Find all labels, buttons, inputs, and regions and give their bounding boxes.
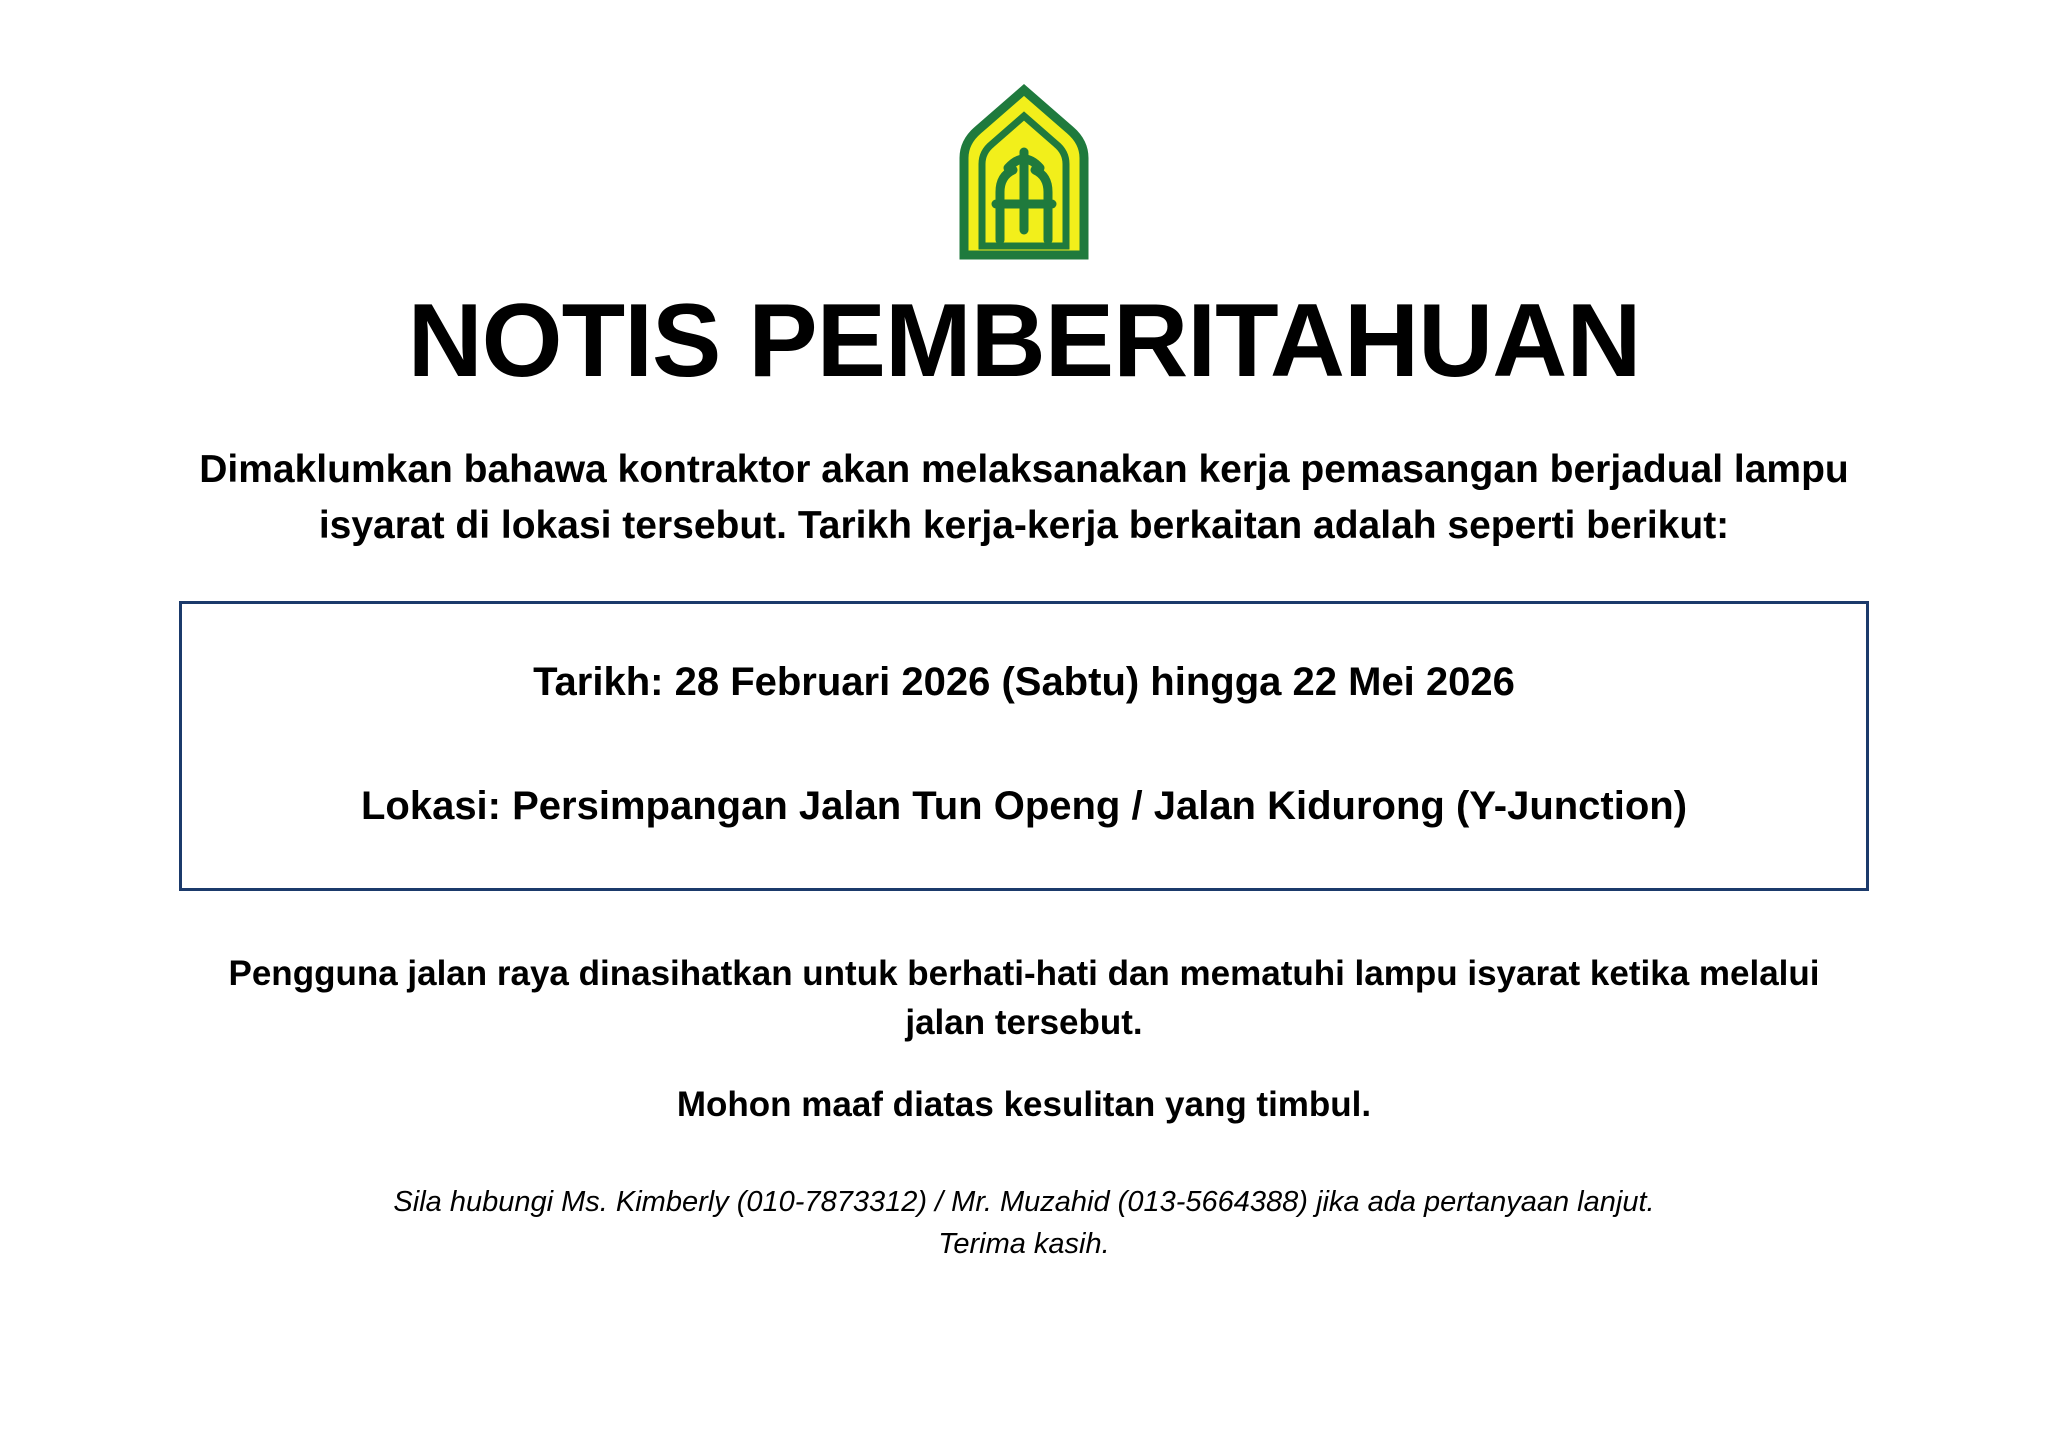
logo-container — [934, 80, 1114, 265]
page-title: NOTIS PEMBERITAHUAN — [407, 283, 1641, 399]
majlis-crest-logo-icon — [934, 80, 1114, 260]
contact-line: Sila hubungi Ms. Kimberly (010-7873312) / Mr. Muzahid (013-5664388) jika ada pertanyaan lanjut. — [393, 1185, 1655, 1218]
apology-text: Mohon maaf diatas kesulitan yang timbul. — [676, 1084, 1372, 1124]
intro-paragraph: Dimaklumkan bahawa kontraktor akan melaksanakan kerja pemasangan berjadual lampu isyarat di lokasi tersebut. Tarikh kerja-kerja berkaitan adalah seperti berikut: — [199, 448, 1849, 547]
detail-date: Tarikh: 28 Februari 2026 (Sabtu) hingga 22 Mei 2026 — [533, 659, 1515, 704]
thanks-line: Terima kasih. — [938, 1227, 1110, 1260]
advisory-text: Pengguna jalan raya dinasihatkan untuk berhati-hati dan mematuhi lampu isyarat ketika melalui jalan tersebut. — [228, 953, 1820, 1042]
details-box — [179, 601, 1869, 891]
contact-footer — [393, 1181, 1654, 1265]
detail-location: Lokasi: Persimpangan Jalan Tun Openg / Jalan Kidurong (Y-Junction) — [360, 783, 1688, 828]
